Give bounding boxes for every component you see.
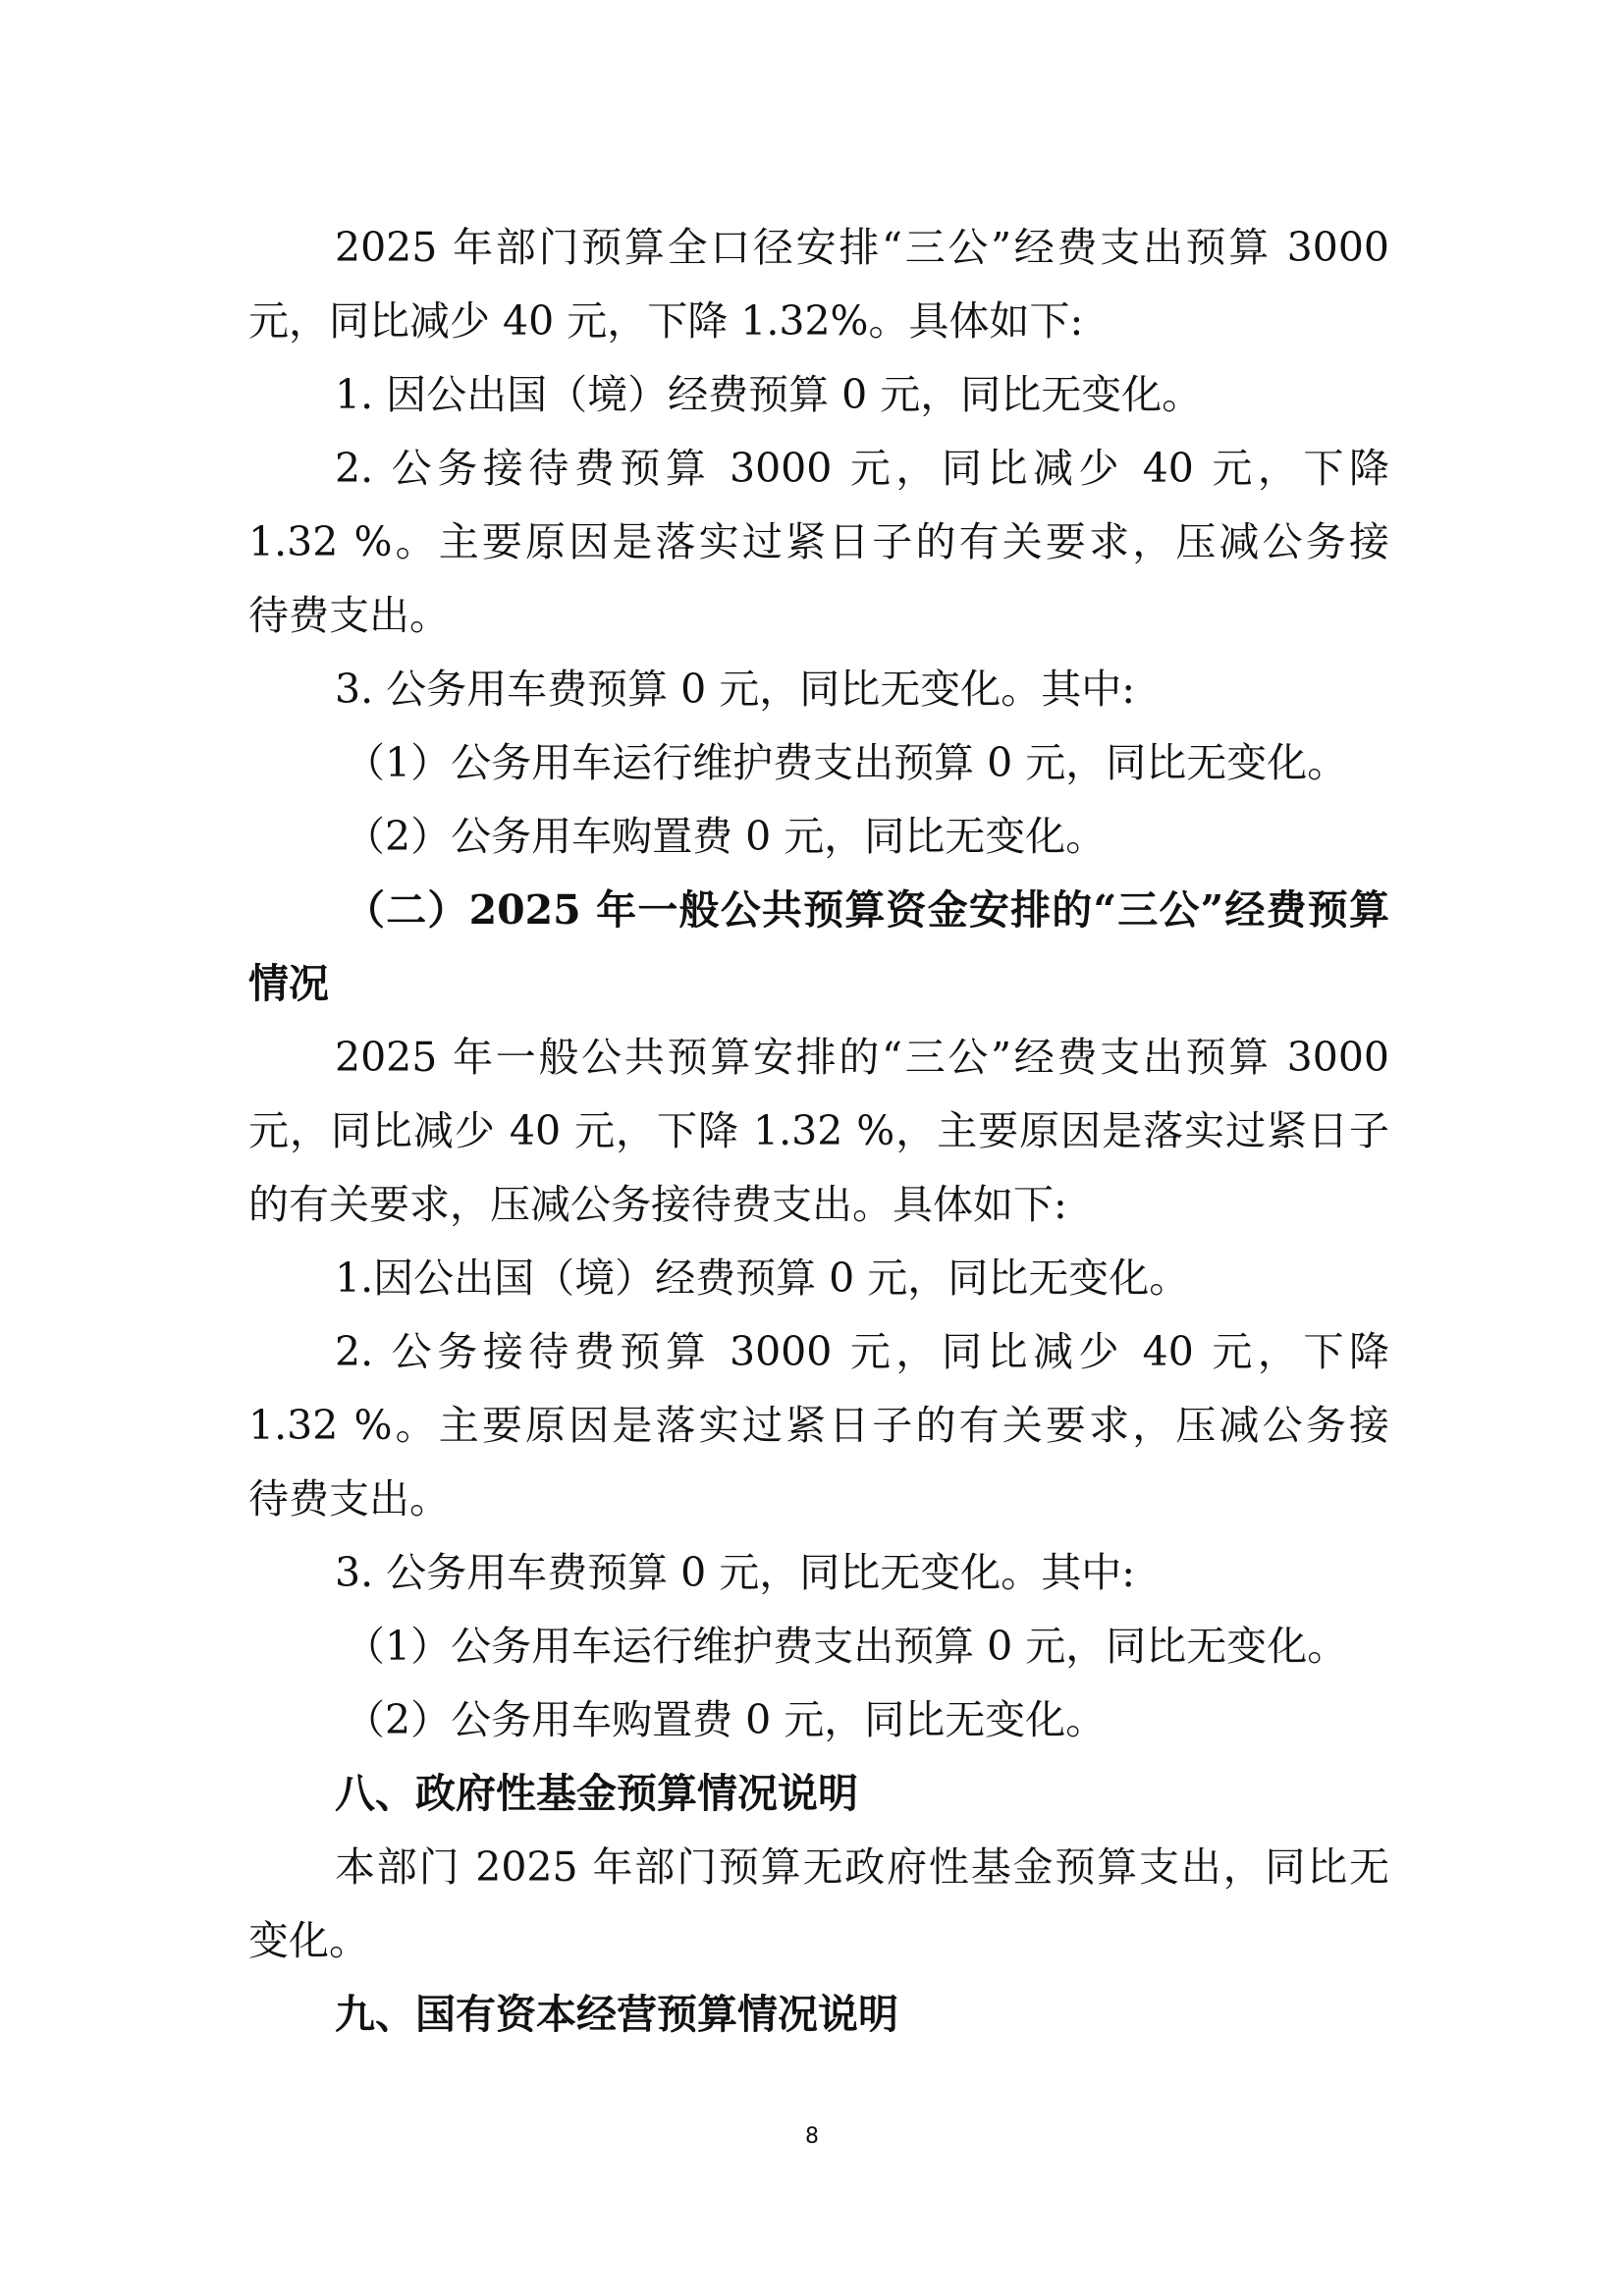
list-item: 3. 公务用车费预算 0 元，同比无变化。其中: [335, 1549, 1136, 1596]
list-item: 2. 公务接待费预算 3000 元，同比减少 40 元，下降 [335, 445, 1389, 492]
sub-list-item: （1）公务用车运行维护费支出预算 0 元，同比无变化。 [345, 1623, 1348, 1670]
paragraph-line: 待费支出。 [248, 592, 450, 639]
sub-list-item: （2）公务用车购置费 0 元，同比无变化。 [345, 813, 1107, 860]
section-heading: 八、政府性基金预算情况说明 [335, 1770, 858, 1817]
section-heading: （二）2025 年一般公共预算资金安排的“三公”经费预算 [345, 886, 1389, 934]
paragraph-line: 元，同比减少 40 元，下降 1.32%。具体如下: [248, 297, 1084, 345]
sub-list-item: （2）公务用车购置费 0 元，同比无变化。 [345, 1696, 1107, 1743]
list-item: 3. 公务用车费预算 0 元，同比无变化。其中: [335, 666, 1136, 713]
paragraph-line: 待费支出。 [248, 1475, 450, 1522]
paragraph-line: 2025 年一般公共预算安排的“三公”经费支出预算 3000 [335, 1034, 1389, 1081]
paragraph-line: 元，同比减少 40 元，下降 1.32 %，主要原因是落实过紧日子 [248, 1107, 1389, 1154]
list-item: 1.因公出国（境）经费预算 0 元，同比无变化。 [335, 1255, 1190, 1302]
paragraph-line: 1.32 %。主要原因是落实过紧日子的有关要求，压减公务接 [248, 1402, 1389, 1449]
list-item: 2. 公务接待费预算 3000 元，同比减少 40 元，下降 [335, 1328, 1389, 1375]
section-heading: 九、国有资本经营预算情况说明 [335, 1991, 898, 2038]
sub-list-item: （1）公务用车运行维护费支出预算 0 元，同比无变化。 [345, 739, 1348, 786]
page-number: 8 [805, 2124, 819, 2149]
list-item: 1. 因公出国（境）经费预算 0 元，同比无变化。 [335, 371, 1203, 418]
paragraph-line: 变化。 [248, 1917, 369, 1964]
section-heading: 情况 [248, 960, 329, 1007]
paragraph-line: 2025 年部门预算全口径安排“三公”经费支出预算 3000 [335, 224, 1389, 271]
paragraph-line: 本部门 2025 年部门预算无政府性基金预算支出，同比无 [335, 1843, 1389, 1891]
paragraph-line: 1.32 %。主要原因是落实过紧日子的有关要求，压减公务接 [248, 518, 1389, 565]
paragraph-line: 的有关要求，压减公务接待费支出。具体如下: [248, 1181, 1067, 1228]
